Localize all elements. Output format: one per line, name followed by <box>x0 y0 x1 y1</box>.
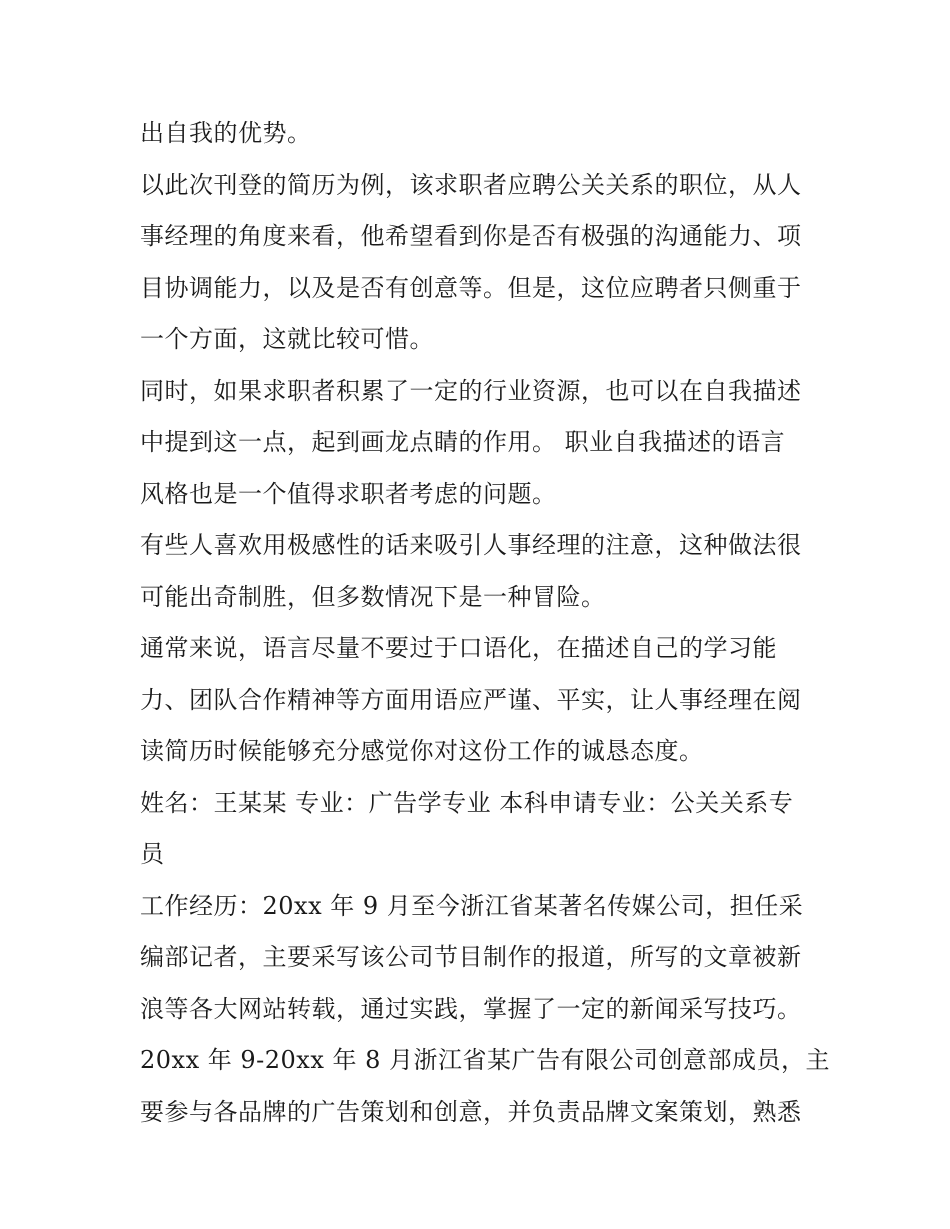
text-line: 员 <box>140 840 165 868</box>
text-line: 读简历时候能够充分感觉你对这份工作的诚恳态度。 <box>140 737 704 765</box>
text-line: 姓名：王某某 专业：广告学专业 本科申请专业：公关关系专 <box>140 788 794 817</box>
text-line: 浪等各大网站转载，通过实践，掌握了一定的新闻采写技巧。 <box>140 994 802 1023</box>
text-line: 20xx 年 9-20xx 年 8 月浙江省某广告有限公司创意部成员，主 <box>140 1046 831 1074</box>
text-line: 通常来说，语言尽量不要过于口语化，在描述自己的学习能 <box>140 634 777 662</box>
text-line: 有些人喜欢用极感性的话来吸引人事经理的注意，这种做法很 <box>140 531 802 559</box>
text-line: 要参与各品牌的广告策划和创意，并负责品牌文案策划，熟悉 <box>140 1097 802 1126</box>
text-line: 风格也是一个值得求职者考虑的问题。 <box>140 479 557 508</box>
text-line: 目协调能力，以及是否有创意等。但是，这位应聘者只侧重于 <box>140 273 802 302</box>
text-line: 编部记者，主要采写该公司节目制作的报道，所写的文章被新 <box>140 943 802 971</box>
text-line: 事经理的角度来看，他希望看到你是否有极强的沟通能力、项 <box>140 222 802 250</box>
text-line: 力、团队合作精神等方面用语应严谨、平实，让人事经理在阅 <box>140 685 802 714</box>
text-line: 工作经历：20xx 年 9 月至今浙江省某著名传媒公司，担任采 <box>140 891 804 920</box>
text-line: 一个方面，这就比较可惜。 <box>140 325 434 353</box>
text-line: 可能出奇制胜，但多数情况下是一种冒险。 <box>140 582 606 611</box>
text-line: 中提到这一点，起到画龙点睛的作用。 职业自我描述的语言 <box>140 428 786 456</box>
text-line: 出自我的优势。 <box>140 119 312 147</box>
text-line: 以此次刊登的简历为例，该求职者应聘公关关系的职位，从人 <box>140 170 802 199</box>
document-body <box>140 108 831 1138</box>
text-line: 同时，如果求职者积累了一定的行业资源，也可以在自我描述 <box>140 376 802 405</box>
